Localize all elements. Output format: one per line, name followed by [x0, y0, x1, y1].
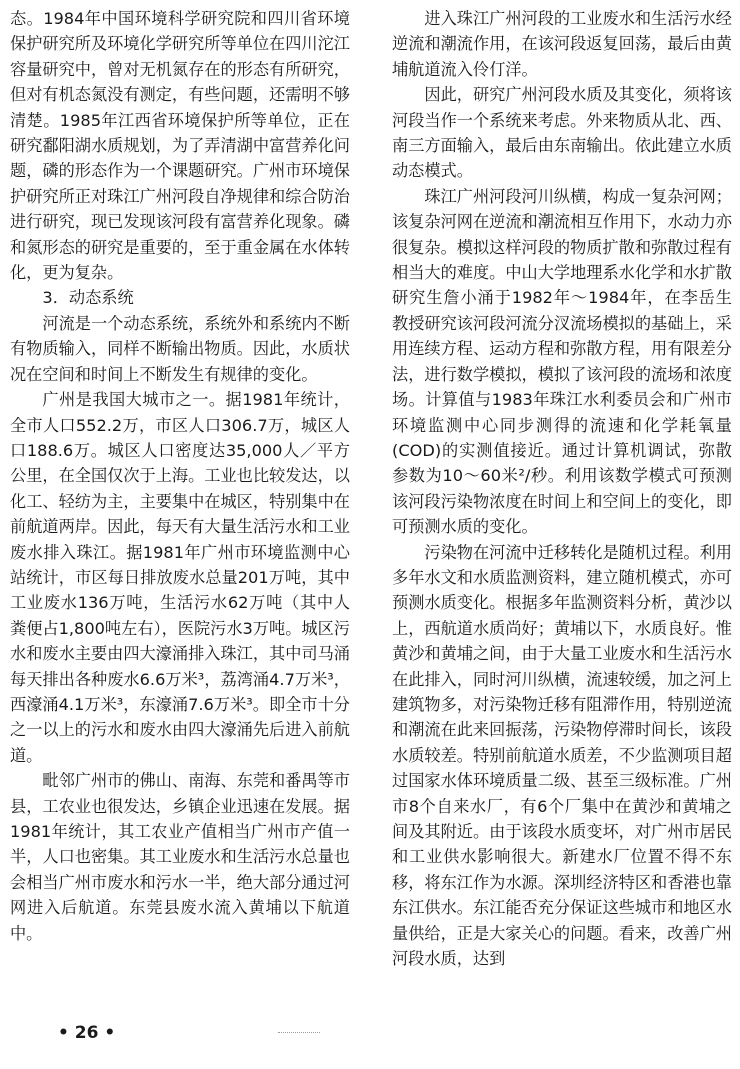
paragraph-continued: 态。1984年中国环境科学研究院和四川省环境保护研究所及环境化学研究所等单位在四川沱江容量研究中，曾对无机氮存在的形态有所研究，但对有机态氮没有测定，有些问题，还需明不够清楚。1985年江西省环境保护所等单位，正在研究鄱阳湖水质规划，为了弄清湖中富营养化问题，磷的形态作为一个课题研究。广州市环境保护研究所正对珠江广州河段自净规律和综合防治进行研究，现已发现该河段有富营养化现象。磷和氮形态的研究是重要的，至于重金属在水体转化，更为复杂。: [10, 9, 350, 283]
paragraph: 珠江广州河段河川纵横，构成一复杂河网；该复杂河网在逆流和潮流相互作用下，水动力亦很复杂。模拟这样河段的物质扩散和弥散过程有相当大的难度。中山大学地理系水化学和水扩散研究生詹小涌于1982年～1984年，在李岳生教授研究该河段河流分汊流场模拟的基础上，采用连续方程、运动方程和弥散方程，用有限差分法，进行数学模拟，模拟了该河段的流场和浓度场。计算值与1983年珠江水利委员会和广州市环境监测中心同步测得的流速和化学耗氧量(COD)的实测值接近。通过计算机调试，弥散参数为10～60米²/秒。利用该数学模式可预测该河段污染物浓度在时间上和空间上的变化，即可预测水质的变化。: [392, 186, 732, 537]
right-column: [392, 6, 732, 971]
paragraph: 污染物在河流中迁移转化是随机过程。利用多年水文和水质监测资料，建立随机模式，亦可预测水质变化。根据多年监测资料分析，黄沙以上，西航道水质尚好；黄埔以下，水质良好。惟黄沙和黄埔之间，由于大量工业废水和生活污水在此排入，同时河川纵横，流速较缓，加之河上建筑物多，对污染物迁移有阻滞作用，特别逆流和潮流在此来回振荡，污染物停滞时间长，该段水质较差。特别前航道水质差，不少监测项目超过国家水体环境质量二级、甚至三级标准。广州市8个自来水厂，有6个厂集中在黄沙和黄埔之间及其附近。由于该段水质变坏，对广州市居民和工业供水影响很大。新建水厂位置不得不东移，将东江作为水源。深圳经济特区和香港也靠东江供水。东江能否充分保证这些城市和地区水量供给，正是大家关心的问题。看来，改善广州河段水质，达到: [392, 542, 732, 969]
print-smudge: [278, 1032, 320, 1036]
left-column: [10, 6, 350, 946]
page-number: • 26 •: [58, 1023, 116, 1043]
paragraph: 进入珠江广州河段的工业废水和生活污水经逆流和潮流作用，在该河段返复回荡，最后由黄埔航道流入伶仃洋。: [392, 9, 732, 79]
paragraph: 因此，研究广州河段水质及其变化，须将该河段当作一个系统来考虑。外来物质从北、西、南三方面输入，最后由东南输出。依此建立水质动态模式。: [392, 85, 732, 181]
paragraph: 河流是一个动态系统，系统外和系统内不断有物质输入，同样不断输出物质。因此，水质状况在空间和时间上不断发生有规律的变化。: [10, 313, 350, 384]
paragraph: 广州是我国大城市之一。据1981年统计，全市人口552.2万，市区人口306.7万，城区人口188.6万。城区人口密度达35,000人／平方公里，在全国仅次于上海。工业也比较发达，以化工、轻纺为主，主要集中在城区，特别集中在前航道两岸。因此，每天有大量生活污水和工业废水排入珠江。据1981年广州市环境监测中心站统计，市区每日排放废水总量201万吨，其中工业废水136万吨，生活污水62万吨（其中人粪便占1,800吨左右），医院污水3万吨。城区污水和废水主要由四大濠涌排入珠江，其中司马涌每天排出各种废水6.6万米³，荔湾涌4.7万米³，西濠涌4.1万米³，东濠涌7.6万米³。即全市十分之一以上的污水和废水由四大濠涌先后进入前航道。: [10, 390, 350, 765]
paragraph: 毗邻广州市的佛山、南海、东莞和番禺等市县，工农业也很发达，乡镇企业迅速在发展。据1981年统计，其工农业产值相当广州市产值一半，人口也密集。其工业废水和生活污水总量也会相当广州市废水和污水一半，绝大部分通过河网进入后航道。东莞县废水流入黄埔以下航道中。: [10, 771, 350, 943]
section-heading: 3．动态系统: [42, 288, 134, 308]
